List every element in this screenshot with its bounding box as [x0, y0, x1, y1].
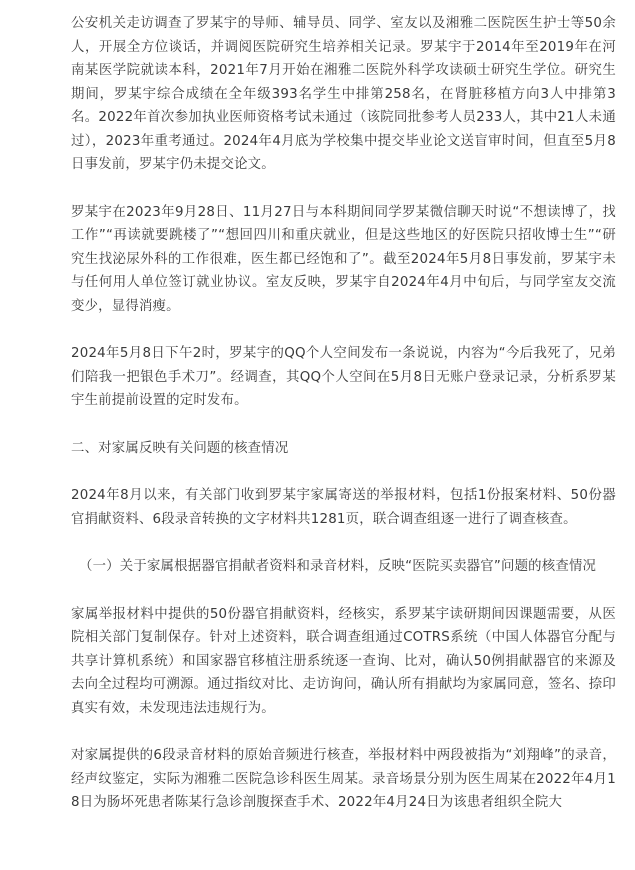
- section-heading-family-issues: 二、对家属反映有关问题的核查情况: [71, 440, 289, 456]
- paragraph-gap: [71, 579, 616, 603]
- article-body: [71, 0, 616, 815]
- paragraph-qq-post: 2024年5月8日下午2时，罗某宇的QQ个人空间发布一条说说，内容为“今后我死了，兄弟们陪我一把银色手术刀”。经调查，其QQ个人空间在5月8日无账户登录记录，分析系罗某宇生前提前设置的定时发布。: [71, 346, 616, 408]
- paragraph-gap: [71, 413, 616, 437]
- paragraph-gap: [71, 318, 616, 342]
- paragraph-gap: [71, 531, 616, 555]
- paragraph-gap: [71, 460, 616, 484]
- subsection-heading-organ-trade: （一）关于家属根据器官捐献者资料和录音材料，反映“医院买卖器官”问题的核查情况: [79, 559, 597, 574]
- paragraph-investigation-background: 公安机关走访调查了罗某宇的导师、辅导员、同学、室友以及湘雅二医院医生护士等50余人，开展全方位谈话，并调阅医院研究生培养相关记录。罗某宇于2014年至2019年在河南某医学院就读本科，2021年7月开始在湘雅二医院外科学攻读硕士研究生学位。研究生期间，罗某宇综合成绩在全年级393名学生中排第258名，在肾脏移植方向3人中排第3名。2022年首次参加执业医师资格考试未通过（该院同批参考人员233人，其中21人未通过），2023年重考通过。2024年4月底为学校集中提交毕业论文送盲审时间，但直至5月8日事发前，罗某宇仍未提交论文。: [71, 16, 616, 172]
- paragraph-audio-recordings: 对家属提供的6段录音材料的原始音频进行核查，举报材料中两段被指为“刘翔峰”的录音，经声纹鉴定，实际为湘雅二医院急诊科医生周某。录音场景分别为医生周某在2022年4月18日为肠坏死患者陈某行急诊剖腹探查手术、2022年4月24日为该患者组织全院大: [71, 748, 616, 810]
- paragraph-gap: [71, 720, 616, 744]
- paragraph-report-materials: 2024年8月以来，有关部门收到罗某宇家属寄送的举报材料，包括1份报案材料、50份器官捐献资料、6段录音转换的文字材料共1281页，联合调查组逐一进行了调查核查。: [71, 488, 616, 527]
- paragraph-wechat-chats: 罗某宇在2023年9月28日、11月27日与本科期间同学罗某微信聊天时说“不想读博了，找工作”“再读就要跳楼了”“想回四川和重庆就业，但是这些地区的好医院只招收博士生”“研究生找泌尿外科的工作很难，医生都已经饱和了”。截至2024年5月8日事发前，罗某宇未与任何用人单位签订就业协议。室友反映，罗某宇自2024年4月中旬后，与同学室友交流变少，显得消瘦。: [71, 204, 616, 314]
- paragraph-organ-donation-records: 家属举报材料中提供的50份器官捐献资料，经核实，系罗某宇读研期间因课题需要，从医院相关部门复制保存。针对上述资料，联合调查组通过COTRS系统（中国人体器官分配与共享计算机系统）和国家器官移植注册系统逐一查询、比对，确认50例捐献器官的来源及去向全过程均可溯源。通过指纹对比、走访询问，确认所有捐献均为家属同意，签名、捺印真实有效，未发现违法违规行为。: [71, 606, 616, 716]
- paragraph-gap: [71, 177, 616, 201]
